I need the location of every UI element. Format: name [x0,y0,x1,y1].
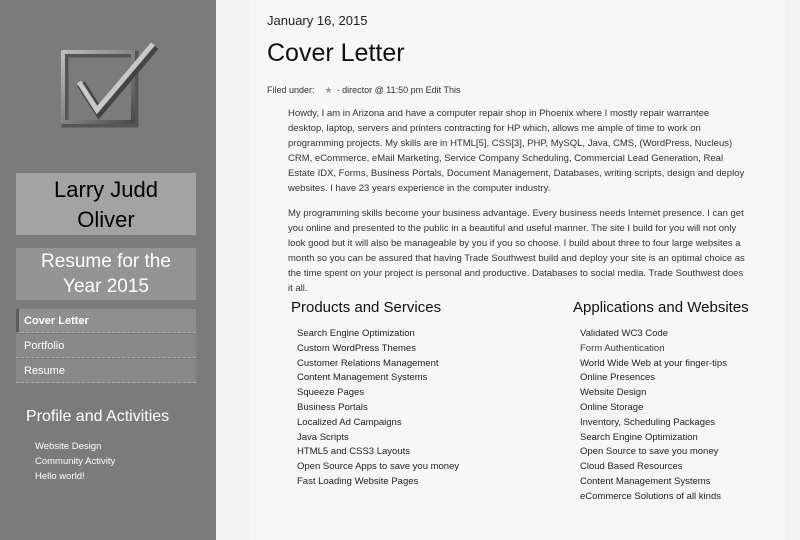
applications-title: Applications and Websites [573,299,749,316]
site-name-line1: Larry Judd [54,177,158,202]
applications-list [580,327,727,505]
list-item: Open Source to save you money [580,446,719,458]
checkmark-logo-icon [55,40,167,140]
list-item: Search Engine Optimization [580,431,698,443]
list-item: Squeeze Pages [297,387,365,399]
edit-this-link[interactable]: Edit This [425,85,461,95]
post-meta [267,85,461,96]
profile-section-title: Profile and Activities [26,408,170,425]
list-item: HTML5 and CSS3 Layouts [297,446,411,458]
site-name-line2: Oliver [77,207,135,232]
products-title: Products and Services [291,299,442,316]
main-content [250,0,785,540]
list-item: Validated WC3 Code [580,328,669,339]
list-item: Java Scripts [297,431,349,443]
star-icon: ★ [324,85,333,95]
post-date: January 16, 2015 [267,13,368,28]
list-item: Online Presences [580,372,655,384]
site-tagline-line1: Resume for the [41,251,171,272]
sidebar [0,0,216,540]
list-item: World Wide Web at your finger-tips [580,357,727,369]
site-name [16,173,196,235]
list-item: eCommerce Solutions of all kinds [580,490,721,502]
profile-link-website-design[interactable]: Website Design [35,441,102,452]
filed-under-label: Filed under: [267,85,315,95]
post-title: Cover Letter [267,39,405,67]
paragraph-skills: My programming skills become your business advantage. Every business needs Internet presence. I can get you online and presented to the public in a beautiful and useful manner. The site I build for you will not only look good but it will also be manageable by you if you so choose. I build about three to four large websites a month so you can be assured that having Trade Southwest build and deploy your site is an optimal choice as the time spent on your project is personal and productive. Databases to social media. Trade Southwest does it all. [288,208,745,294]
list-item: Form Authentication [580,342,665,354]
paragraph-intro: Howdy, I am in Arizona and have a computer repair shop in Phoenix where I mostly repair warrantee desktop, laptop, servers and printers contracting for HP which, allows me ample of time to work on programming projects. My skills are in HTML[5], CSS[3], PHP, MySQL, Java, CMS, (WordPress, Nucleus) CRM, eCommerce, eMail Marketing, Service Company Scheduling, Commercial Lead Generation, Real Estate IDX, Forms, Business Portals, Document Management, Databases, writing scripts, design and deploy websites. I have 23 years experience in the computer industry. [288,108,745,194]
list-item: Search Engine Optimization [297,328,415,339]
list-item: Fast Loading Website Pages [297,475,419,487]
nav-item-portfolio[interactable]: Portfolio [16,334,196,358]
list-item: Customer Relations Management [297,357,439,369]
list-item: Business Portals [297,401,368,413]
list-item: Localized Ad Campaigns [297,416,402,428]
nav-item-cover-letter[interactable]: Cover Letter [16,309,196,333]
post-byline: - director @ 11:50 pm [336,85,424,95]
site-tagline-line2: Year 2015 [63,276,149,297]
sidebar-nav [16,309,196,384]
list-item: Website Design [580,387,647,399]
products-list [297,327,459,490]
site-tagline [16,248,196,300]
list-item: Cloud Based Resources [580,461,683,473]
profile-link-community-activity[interactable]: Community Activity [35,456,116,467]
nav-item-resume[interactable]: Resume [16,359,196,383]
list-item: Content Management Systems [297,372,428,384]
profile-link-hello-world[interactable]: Hello world! [35,471,85,482]
list-item: Content Management Systems [580,475,711,487]
list-item: Inventory, Scheduling Packages [580,416,716,428]
list-item: Custom WordPress Themes [297,342,416,354]
list-item: Open Source Apps to save you money [297,461,460,473]
profile-list [35,439,115,484]
list-item: Online Storage [580,401,644,413]
